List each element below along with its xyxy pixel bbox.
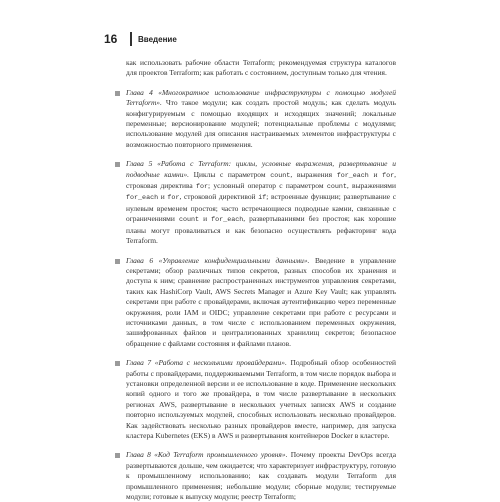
chapter-title: Глава 4 «Многократное использование инфраструктуры с помощью модулей Terraform». (126, 87, 396, 108)
code-keyword: for_each (126, 194, 159, 203)
chapter-description: , развертываниями без простоя; как хорошие планы могут проваливаться и как безопасно осуществлять рефакторинг кода Terraform. (126, 214, 396, 246)
chapter-description: Почему проекты DevOps всегда развертываются дольше, чем ожидается; что характеризует инфраструктуру, готовую к промышленному использованию; как создавать модули Terraform для промышленного применения; небольшие модули; сборные модули; тестируемые модули; готовые к выпуску модули; реестр Terraform; (126, 450, 396, 502)
section-title: Введение (138, 34, 177, 44)
chapter-description: , строковая директива (126, 169, 396, 191)
bullet-square-icon (115, 259, 120, 264)
chapter-description: Подробный обзор особенностей работы с провайдерами, поддерживаемыми Terraform, в том числе порядок выбора и установки определенной версии и ее использование в коде. Применение нескольких копий одного и того же провайдера, в том числе развертывание в нескольких регионах AWS, развертывание в нескольких учетных записях AWS и создание повторно используемых модулей, способных использовать несколько провайдеров. Как задействовать несколько разных провайдеров вместе, например, для запуска кластера Kubernetes (EKS) в AWS и развертывания контейнеров Docker в кластере. (126, 358, 396, 440)
page-body (114, 58, 396, 502)
chapter-description: и (368, 169, 383, 179)
chapter-description: Введение в управление секретами; обзор различных типов секретов, разных способов их хранения и доступа к ним; сравнение распространенных инструментов управления секретами, таких как HashiCorp Vault, AWS Secrets Manager и Azure Key Vault; как управлять секретами при работе с провайдерами, включая аутентификацию через переменные окружения, роли IAM и OIDC; управление секретами при работе с ресурсами и источниками данных, в том числе с использованием переменных окружения, зашифрованных файлов и централизованных хранилищ секретов; безопасное обращение с файлами состояния и файлами планов. (126, 255, 396, 348)
page-header (104, 29, 404, 49)
code-keyword: count (326, 183, 347, 192)
code-keyword: count (178, 216, 200, 225)
chapter-description: и (158, 192, 168, 202)
code-keyword: for_each (211, 216, 244, 225)
chapter-title: Глава 7 «Работа с несколькими провайдерами». (126, 358, 287, 368)
chapter-description: Что такое модули; как создать простой модуль; как сделать модуль конфигурируемым с помощью входящих и исходящих значений; локальные переменные; версионирование модулей; потенциальные проблемы с модулями; использование модулей для описания настраиваемых элементов инфраструктуры с возможностью повторного применения. (126, 98, 396, 149)
chapter-item (114, 450, 396, 502)
code-keyword: for (382, 171, 395, 180)
chapter-description: Циклы с параметром (189, 169, 271, 179)
bullet-square-icon (115, 91, 120, 96)
intro-paragraph: как использовать рабочие области Terraform; рекомендуемая структура каталогов для проектов Terraform; как работать с состоянием, доступным только для чтения. (126, 58, 396, 78)
chapter-description: ; условный оператор с параметром (208, 181, 327, 191)
code-keyword: if (258, 194, 267, 203)
code-keyword: for (195, 183, 209, 192)
bullet-square-icon (115, 453, 120, 458)
code-keyword: for (167, 194, 180, 203)
chapter-description: ; встроенные функции; развертывание с нулевым временем простоя; часто встречающиеся подводные камни, связанные с ограничениями (126, 192, 397, 224)
chapter-title: Глава 6 «Управление конфиденциальными данными». (126, 255, 310, 265)
chapter-description: , выражениями (346, 181, 396, 191)
chapter-description: и (199, 214, 212, 224)
chapter-item (114, 256, 396, 350)
chapter-description: , выражения (290, 169, 337, 179)
bullet-square-icon (115, 361, 120, 366)
chapter-item (114, 159, 396, 246)
chapter-item (114, 88, 396, 150)
chapter-title: Глава 5 «Работа с Terraform: циклы, условные выражения, развертывание и подводные камни». (126, 159, 396, 179)
code-keyword: count (270, 171, 291, 180)
header-divider (130, 32, 132, 46)
chapter-title: Глава 8 «Код Terraform промышленного уровня». (126, 450, 288, 460)
code-keyword: for_each (336, 171, 369, 180)
page-number: 16 (104, 32, 118, 46)
chapter-description: , строковой директивой (179, 192, 259, 202)
chapter-item (114, 358, 396, 441)
bullet-square-icon (115, 162, 120, 167)
